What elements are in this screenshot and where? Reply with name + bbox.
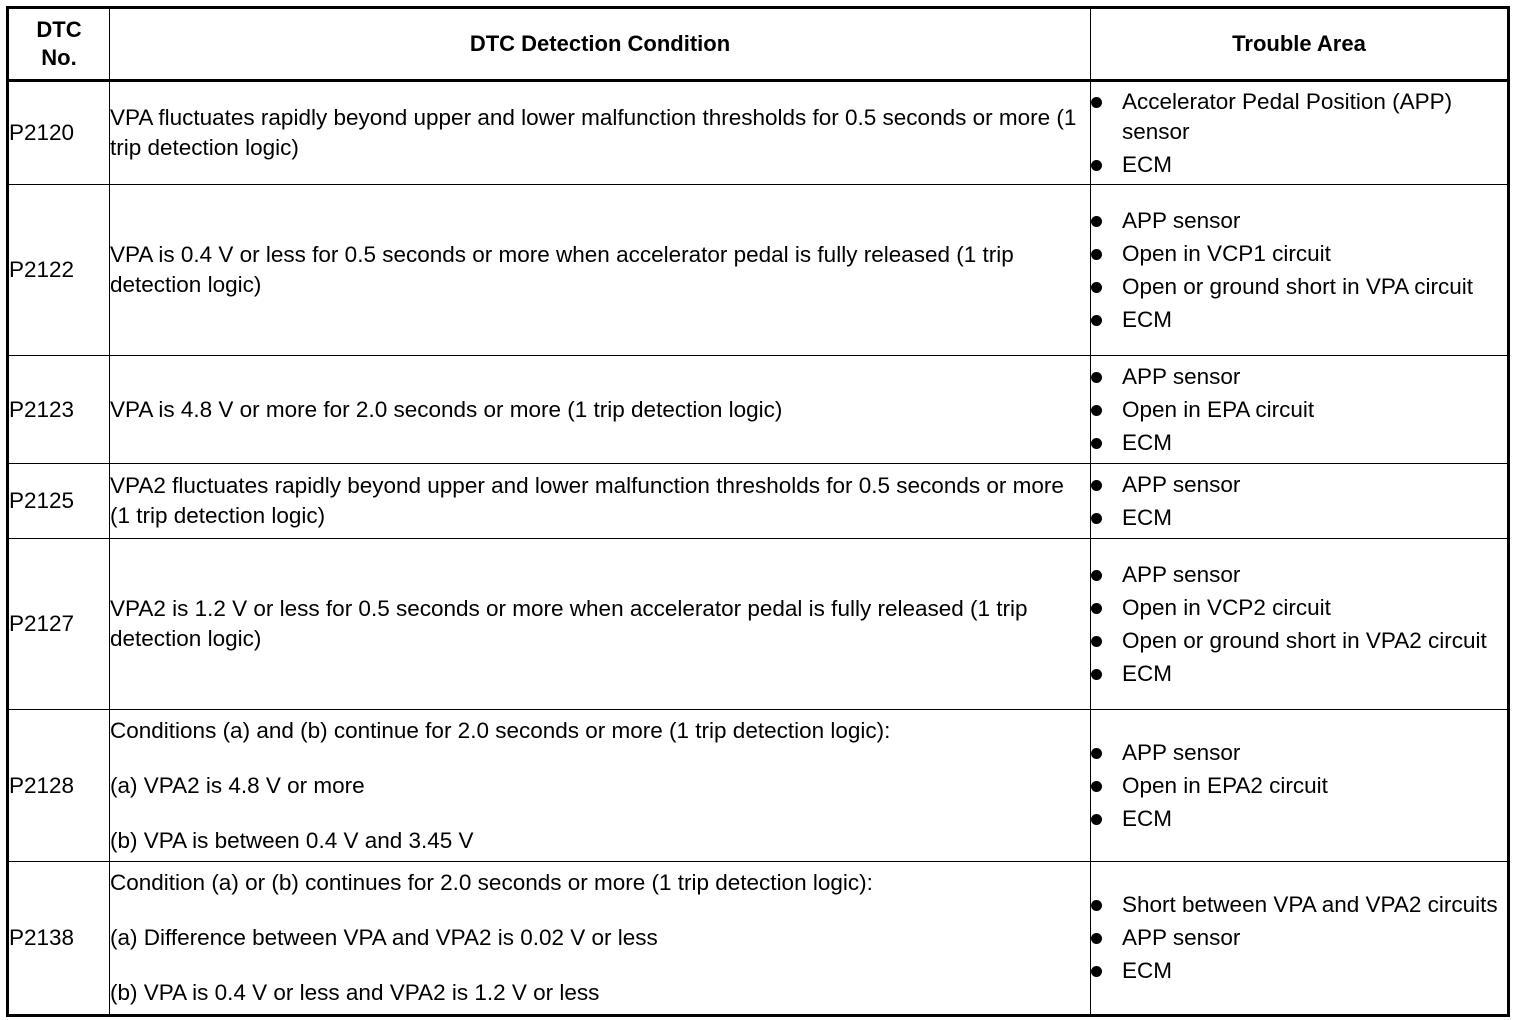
table-row <box>8 862 1509 1016</box>
condition-text: VPA2 is 1.2 V or less for 0.5 seconds or more when accelerator pedal is fully released (1 trip detection logic) <box>110 596 1028 651</box>
list-item: Open in VCP1 circuit <box>1091 239 1507 269</box>
table-row <box>8 539 1509 710</box>
table-row <box>8 81 1509 185</box>
list-item: APP sensor <box>1091 738 1507 768</box>
condition-text: (a) VPA2 is 4.8 V or more <box>110 772 365 798</box>
condition-text: (b) VPA is between 0.4 V and 3.45 V <box>110 827 474 853</box>
dtc-table <box>6 6 1510 1017</box>
condition-header: DTC Detection Condition <box>110 8 1091 81</box>
condition-text: (b) VPA is 0.4 V or less and VPA2 is 1.2 V or less <box>110 980 600 1005</box>
trouble-area-list <box>1091 890 1507 986</box>
detection-condition <box>110 81 1091 185</box>
condition-text: VPA is 4.8 V or more for 2.0 seconds or more (1 trip detection logic) <box>110 396 783 422</box>
trouble-area <box>1091 862 1509 1016</box>
dtc-table-body <box>8 81 1509 1016</box>
list-item: ECM <box>1091 428 1507 458</box>
detection-condition <box>110 464 1091 539</box>
condition-text: VPA is 0.4 V or less for 0.5 seconds or more when accelerator pedal is fully released (1 trip detection logic) <box>110 242 1014 297</box>
condition-text: (a) Difference between VPA and VPA2 is 0.02 V or less <box>110 925 658 950</box>
table-row <box>8 710 1509 862</box>
condition-text: VPA2 fluctuates rapidly beyond upper and lower malfunction thresholds for 0.5 seconds or more (1 trip detection logic) <box>110 473 1064 528</box>
dtc-code: P2128 <box>8 710 110 862</box>
table-row <box>8 356 1509 464</box>
dtc-code: P2120 <box>8 81 110 185</box>
condition-text: VPA fluctuates rapidly beyond upper and lower malfunction thresholds for 0.5 seconds or more (1 trip detection logic) <box>110 105 1077 160</box>
trouble-area <box>1091 185 1509 356</box>
dtc-code: P2123 <box>8 356 110 464</box>
list-item: ECM <box>1091 150 1507 180</box>
table-row <box>8 464 1509 539</box>
list-item: APP sensor <box>1091 206 1507 236</box>
list-item: Open in EPA circuit <box>1091 395 1507 425</box>
dtc-code: P2138 <box>8 862 110 1016</box>
list-item: APP sensor <box>1091 923 1507 953</box>
trouble-area-header: Trouble Area <box>1091 8 1509 81</box>
table-row <box>8 185 1509 356</box>
list-item: Accelerator Pedal Position (APP) sensor <box>1091 87 1507 147</box>
list-item: Open or ground short in VPA2 circuit <box>1091 626 1507 656</box>
trouble-area-list <box>1091 87 1507 180</box>
list-item: APP sensor <box>1091 362 1507 392</box>
trouble-area-list <box>1091 206 1507 335</box>
list-item: Open or ground short in VPA circuit <box>1091 272 1507 302</box>
dtc-code: P2125 <box>8 464 110 539</box>
trouble-area-list <box>1091 560 1507 689</box>
trouble-area-list <box>1091 362 1507 458</box>
trouble-area <box>1091 710 1509 862</box>
list-item: ECM <box>1091 804 1507 834</box>
list-item: Short between VPA and VPA2 circuits <box>1091 890 1507 920</box>
detection-condition <box>110 185 1091 356</box>
list-item: ECM <box>1091 956 1507 986</box>
list-item: APP sensor <box>1091 560 1507 590</box>
trouble-area <box>1091 356 1509 464</box>
list-item: ECM <box>1091 659 1507 689</box>
list-item: Open in VCP2 circuit <box>1091 593 1507 623</box>
dtc-code: P2127 <box>8 539 110 710</box>
header-row <box>8 8 1509 81</box>
detection-condition <box>110 862 1091 1016</box>
trouble-area <box>1091 464 1509 539</box>
detection-condition <box>110 710 1091 862</box>
trouble-area-list <box>1091 738 1507 834</box>
detection-condition <box>110 356 1091 464</box>
trouble-area-list <box>1091 470 1507 533</box>
condition-text: Conditions (a) and (b) continue for 2.0 seconds or more (1 trip detection logic): <box>110 717 891 743</box>
dtc-code: P2122 <box>8 185 110 356</box>
detection-condition <box>110 539 1091 710</box>
list-item: Open in EPA2 circuit <box>1091 771 1507 801</box>
trouble-area <box>1091 81 1509 185</box>
dtc-no-header: DTC No. <box>8 8 110 81</box>
list-item: ECM <box>1091 503 1507 533</box>
list-item: ECM <box>1091 305 1507 335</box>
list-item: APP sensor <box>1091 470 1507 500</box>
trouble-area <box>1091 539 1509 710</box>
condition-text: Condition (a) or (b) continues for 2.0 seconds or more (1 trip detection logic): <box>110 870 873 895</box>
